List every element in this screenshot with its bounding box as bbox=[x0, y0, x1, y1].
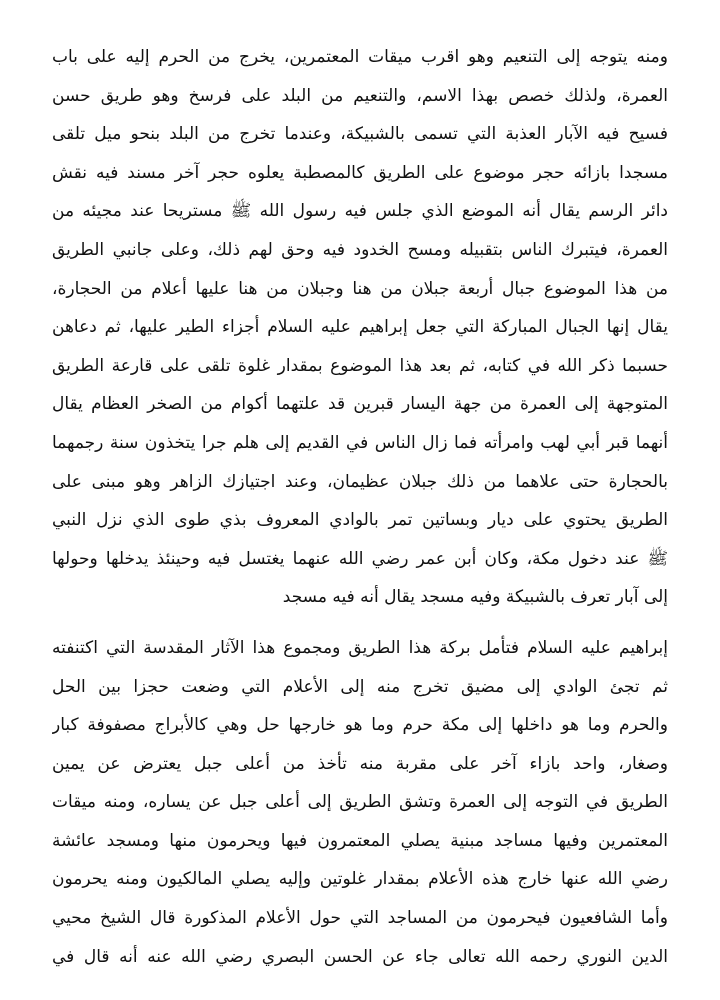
text-line: ثم تجئ الوادي إلى مضيق تخرج منه إلى الأعلام التي وضعت حجزا بين الحل bbox=[52, 676, 668, 697]
text-line: والحرم وما هو داخلها إلى مكة حرم وما هو خارجها حل وهي كالأبراج مصفوفة كبار bbox=[52, 715, 668, 736]
text-line: وصغار، واحد بازاء آخر على مقربة منه تأخذ من أعلى جبل يعترض عن يمين bbox=[52, 753, 668, 774]
text-line: فسيح فيه الآبار العذبة التي تسمى بالشبيكة، وعندما تخرج من البلد بنحو ميل تلقى bbox=[52, 124, 668, 145]
text-line: ومنه يتوجه إلى التنعيم وهو اقرب ميقات المعتمرين، يخرج من الحرم إليه على باب bbox=[52, 47, 668, 67]
text-line: وأما الشافعيون فيحرمون من المساجد التي حول الأعلام المذكورة قال الشيخ محيي bbox=[52, 908, 668, 929]
text-line: المعتمرين وفيها مساجد مبنية يصلي المعتمرون فيها ويحرمون منها ومسجد عائشة bbox=[52, 830, 668, 851]
text-line: المتوجهة إلى العمرة من جهة اليسار قبرين قد علتهما أكوام من الصخر العظام يقال bbox=[52, 394, 668, 415]
text-line: ﷺ عند دخول مكة، وكان أبن عمر رضي الله عنهما يغتسل فيه وحينئذ يدخلها وحولها bbox=[52, 548, 668, 569]
text-line: أنهما قبر أبي لهب وامرأته فما زال الناس في القديم إلى هلم جرا يتخذون سنة رجمهما bbox=[52, 432, 668, 453]
paragraph-1 bbox=[52, 38, 668, 617]
text-line: العمرة، فيتبرك الناس بتقبيله ومسح الخدود فيه وحق لهم ذلك، وعلى جانبي الطريق bbox=[52, 239, 668, 260]
document-page bbox=[52, 38, 668, 976]
text-line: مسجدا بازائه حجر موضوع على الطريق كالمصطبة يعلوه حجر آخر مسند فيه نقش bbox=[52, 162, 668, 183]
text-line: الطريق يحتوي على ديار وبساتين تمر بالوادي المعروف بذي طوى الذي نزل النبي bbox=[52, 510, 668, 531]
paragraph-2 bbox=[52, 629, 668, 976]
text-line: من هذا الموضوع جبال أربعة جبلان من هنا وجبلان من هنا عليها أعلام من الحجارة، bbox=[52, 278, 668, 299]
text-line: الدين النوري رحمه الله تعالى جاء عن الحسن البصري رضي الله عنه أنه قال في bbox=[52, 946, 668, 967]
text-line: بالحجارة حتى علاهما من ذلك جبلان عظيمان، وعند اجتيازك الزاهر وهو مبنى على bbox=[52, 471, 668, 492]
text-line: رضي الله عنها خارج هذه الأعلام بمقدار غلوتين وإليه يصلي المالكيون ومنه يحرمون bbox=[52, 869, 668, 890]
text-line: إبراهيم عليه السلام فتأمل بركة هذا الطريق ومجموع هذا الآثار المقدسة التي اكتنفته bbox=[52, 637, 668, 658]
text-line: حسبما ذكر الله في كتابه، ثم بعد هذا الموضوع بمقدار غلوة تلقى على قارعة الطريق bbox=[52, 355, 668, 376]
text-line: يقال إنها الجبال المباركة التي جعل إبراهيم عليه السلام أجزاء الطير عليها، ثم دعاهن bbox=[52, 317, 668, 338]
text-line: العمرة، ولذلك خصص بهذا الاسم، والتنعيم من البلد على فرسخ وهو طريق حسن bbox=[52, 85, 668, 106]
text-line: دائر الرسم يقال أنه الموضع الذي جلس فيه رسول الله ﷺ مستريحا عند مجيئه من bbox=[52, 201, 668, 222]
text-line: إلى آبار تعرف بالشبيكة وفيه مسجد يقال أنه فيه مسجد bbox=[282, 587, 668, 608]
text-line: الطريق في التوجه إلى العمرة وتشق الطريق إلى أعلى جبل عن يساره، ومنه ميقات bbox=[52, 792, 668, 813]
